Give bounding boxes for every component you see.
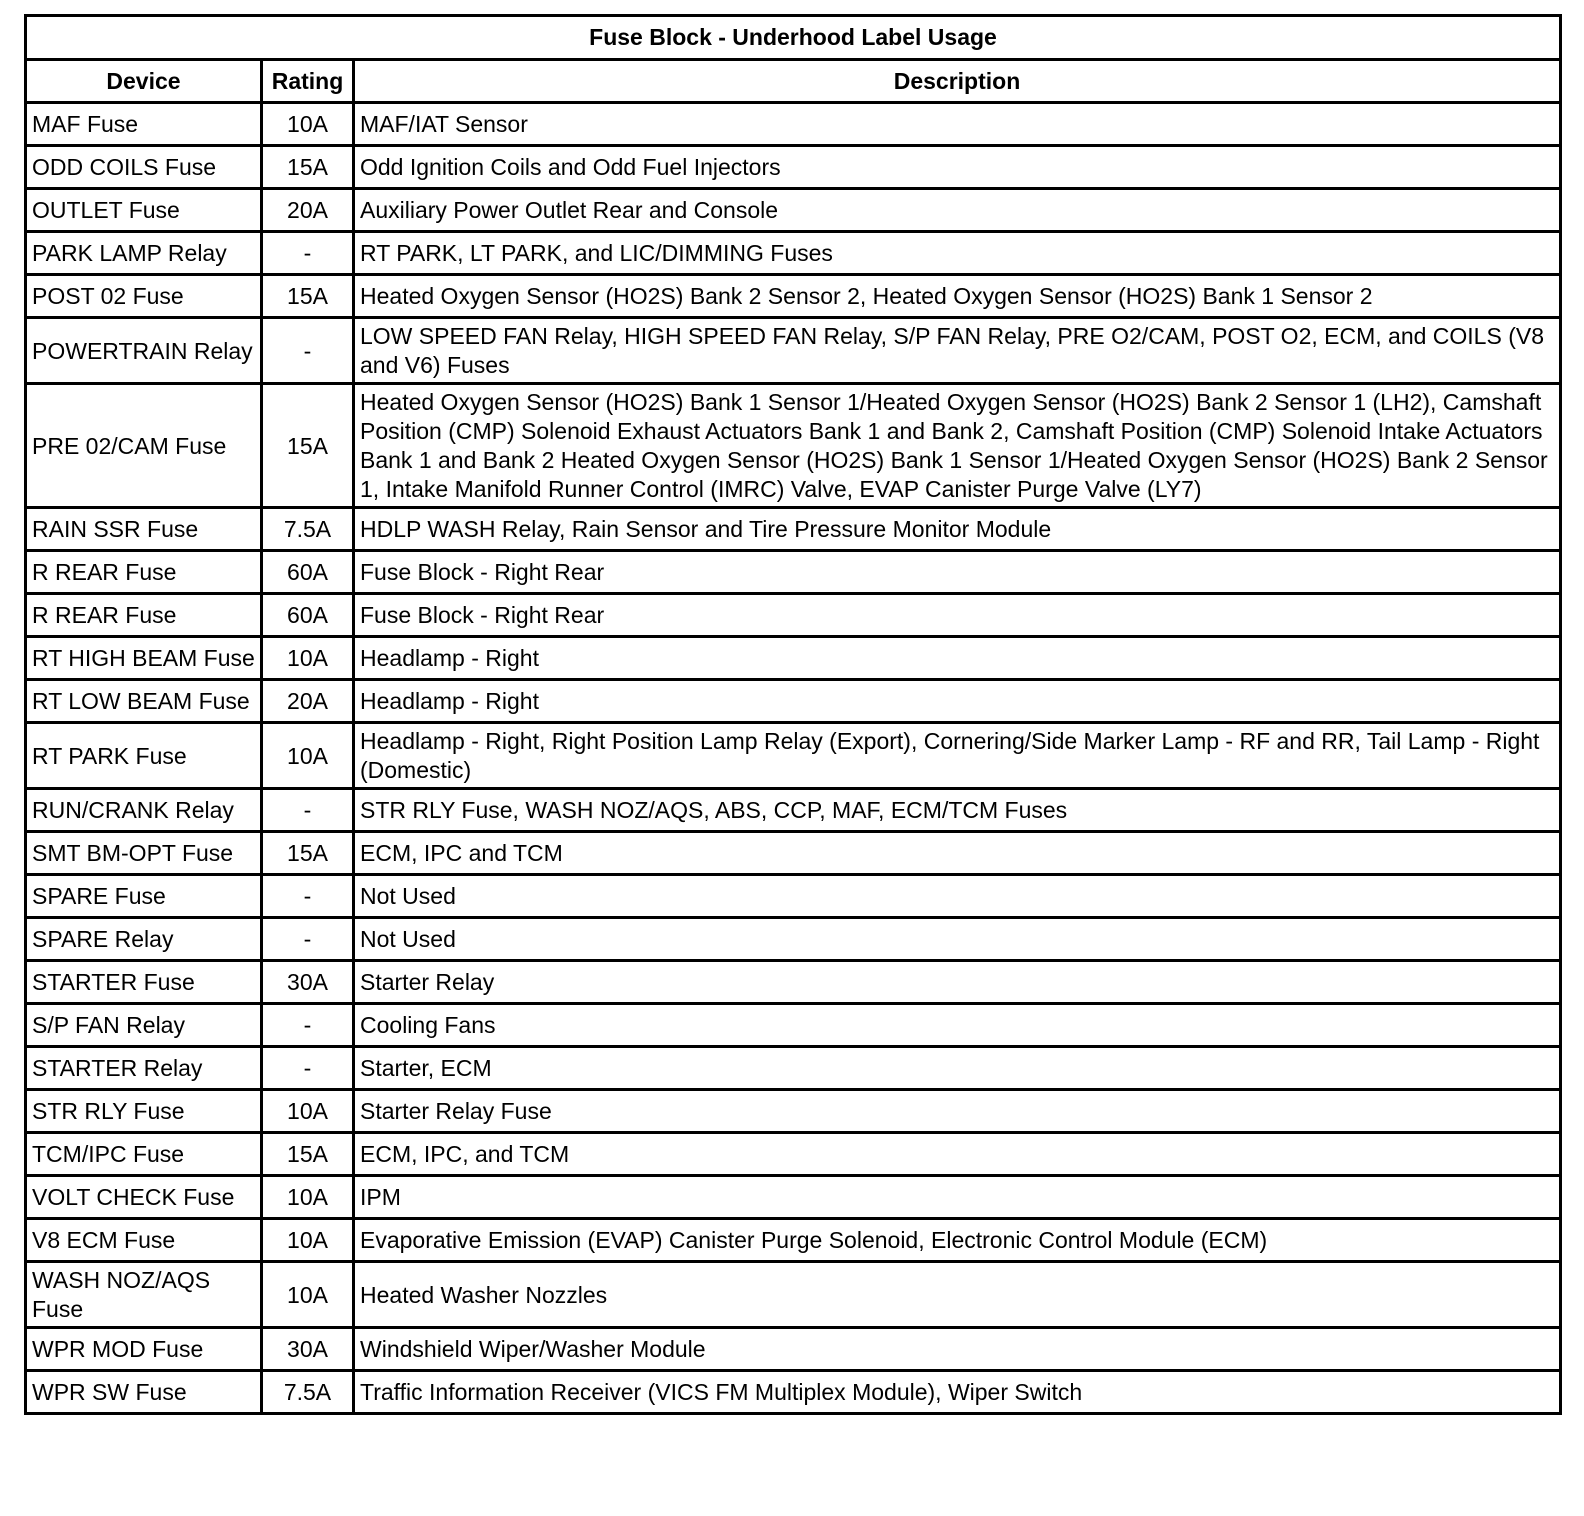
description-cell: Not Used: [355, 876, 1562, 919]
rating-cell: -: [263, 876, 355, 919]
device-cell: PRE 02/CAM Fuse: [27, 385, 263, 509]
table-title-row: [27, 17, 1562, 61]
rating-cell: 7.5A: [263, 509, 355, 552]
table-row: [27, 276, 1562, 319]
device-cell: S/P FAN Relay: [27, 1005, 263, 1048]
rating-cell: 30A: [263, 962, 355, 1005]
description-cell: Traffic Information Receiver (VICS FM Multiplex Module), Wiper Switch: [355, 1372, 1562, 1415]
device-cell: STARTER Relay: [27, 1048, 263, 1091]
rating-cell: 20A: [263, 681, 355, 724]
device-cell: V8 ECM Fuse: [27, 1220, 263, 1263]
rating-cell: -: [263, 790, 355, 833]
table-row: [27, 147, 1562, 190]
description-cell: RT PARK, LT PARK, and LIC/DIMMING Fuses: [355, 233, 1562, 276]
device-cell: SPARE Relay: [27, 919, 263, 962]
rating-cell: -: [263, 1048, 355, 1091]
rating-cell: -: [263, 919, 355, 962]
description-cell: Not Used: [355, 919, 1562, 962]
rating-cell: 15A: [263, 276, 355, 319]
description-cell: Starter, ECM: [355, 1048, 1562, 1091]
description-cell: Heated Oxygen Sensor (HO2S) Bank 2 Sensor 2, Heated Oxygen Sensor (HO2S) Bank 1 Sensor 2: [355, 276, 1562, 319]
device-cell: ODD COILS Fuse: [27, 147, 263, 190]
device-cell: R REAR Fuse: [27, 552, 263, 595]
table-row: [27, 1048, 1562, 1091]
description-cell: Heated Oxygen Sensor (HO2S) Bank 1 Sensor 1/Heated Oxygen Sensor (HO2S) Bank 2 Sensor 1 (LH2), Camshaft Position (CMP) Solenoid Exhaust Actuators Bank 1 and Bank 2, Camshaft Position (CMP) Solenoid Intake Actuators Bank 1 and Bank 2 Heated Oxygen Sensor (HO2S) Bank 1 Sensor 1/Heated Oxygen Sensor (HO2S) Bank 2 Sensor 1, Intake Manifold Runner Control (IMRC) Valve, EVAP Canister Purge Valve (LY7): [355, 385, 1562, 509]
device-cell: TCM/IPC Fuse: [27, 1134, 263, 1177]
table-row: [27, 104, 1562, 147]
description-cell: MAF/IAT Sensor: [355, 104, 1562, 147]
device-cell: STARTER Fuse: [27, 962, 263, 1005]
table-row: [27, 919, 1562, 962]
table-row: [27, 638, 1562, 681]
rating-cell: 20A: [263, 190, 355, 233]
table-row: [27, 552, 1562, 595]
device-cell: MAF Fuse: [27, 104, 263, 147]
rating-cell: 15A: [263, 147, 355, 190]
device-cell: VOLT CHECK Fuse: [27, 1177, 263, 1220]
rating-cell: 10A: [263, 1177, 355, 1220]
rating-cell: 10A: [263, 724, 355, 790]
device-cell: WPR MOD Fuse: [27, 1329, 263, 1372]
device-cell: RT PARK Fuse: [27, 724, 263, 790]
table-row: [27, 1005, 1562, 1048]
table-row: [27, 790, 1562, 833]
description-cell: Windshield Wiper/Washer Module: [355, 1329, 1562, 1372]
rating-cell: 15A: [263, 385, 355, 509]
header-description: Description: [355, 61, 1562, 104]
device-cell: PARK LAMP Relay: [27, 233, 263, 276]
description-cell: Starter Relay Fuse: [355, 1091, 1562, 1134]
table-row: [27, 833, 1562, 876]
device-cell: SMT BM-OPT Fuse: [27, 833, 263, 876]
table-row: [27, 1372, 1562, 1415]
table-row: [27, 1134, 1562, 1177]
table-header-row: [27, 61, 1562, 104]
description-cell: Headlamp - Right: [355, 681, 1562, 724]
header-device: Device: [27, 61, 263, 104]
description-cell: Heated Washer Nozzles: [355, 1263, 1562, 1329]
device-cell: STR RLY Fuse: [27, 1091, 263, 1134]
table-row: [27, 233, 1562, 276]
description-cell: Evaporative Emission (EVAP) Canister Purge Solenoid, Electronic Control Module (ECM): [355, 1220, 1562, 1263]
description-cell: HDLP WASH Relay, Rain Sensor and Tire Pressure Monitor Module: [355, 509, 1562, 552]
description-cell: Odd Ignition Coils and Odd Fuel Injectors: [355, 147, 1562, 190]
table-row: [27, 509, 1562, 552]
rating-cell: 30A: [263, 1329, 355, 1372]
description-cell: Fuse Block - Right Rear: [355, 595, 1562, 638]
table-row: [27, 1329, 1562, 1372]
description-cell: STR RLY Fuse, WASH NOZ/AQS, ABS, CCP, MAF, ECM/TCM Fuses: [355, 790, 1562, 833]
device-cell: POST 02 Fuse: [27, 276, 263, 319]
device-cell: WASH NOZ/AQS Fuse: [27, 1263, 263, 1329]
table-row: [27, 1220, 1562, 1263]
description-cell: LOW SPEED FAN Relay, HIGH SPEED FAN Relay, S/P FAN Relay, PRE O2/CAM, POST O2, ECM, and COILS (V8 and V6) Fuses: [355, 319, 1562, 385]
table-row: [27, 1091, 1562, 1134]
device-cell: RT LOW BEAM Fuse: [27, 681, 263, 724]
rating-cell: 15A: [263, 1134, 355, 1177]
device-cell: RUN/CRANK Relay: [27, 790, 263, 833]
device-cell: POWERTRAIN Relay: [27, 319, 263, 385]
description-cell: IPM: [355, 1177, 1562, 1220]
rating-cell: 10A: [263, 104, 355, 147]
device-cell: RT HIGH BEAM Fuse: [27, 638, 263, 681]
table-body: [27, 104, 1562, 1415]
rating-cell: 7.5A: [263, 1372, 355, 1415]
rating-cell: 10A: [263, 1220, 355, 1263]
rating-cell: -: [263, 319, 355, 385]
description-cell: Fuse Block - Right Rear: [355, 552, 1562, 595]
table-row: [27, 962, 1562, 1005]
description-cell: Cooling Fans: [355, 1005, 1562, 1048]
table-title: Fuse Block - Underhood Label Usage: [27, 17, 1562, 61]
device-cell: SPARE Fuse: [27, 876, 263, 919]
description-cell: ECM, IPC and TCM: [355, 833, 1562, 876]
description-cell: ECM, IPC, and TCM: [355, 1134, 1562, 1177]
table-row: [27, 595, 1562, 638]
device-cell: OUTLET Fuse: [27, 190, 263, 233]
rating-cell: 10A: [263, 1263, 355, 1329]
table-row: [27, 681, 1562, 724]
table-row: [27, 385, 1562, 509]
table-row: [27, 1177, 1562, 1220]
rating-cell: 10A: [263, 1091, 355, 1134]
rating-cell: 60A: [263, 595, 355, 638]
table-row: [27, 876, 1562, 919]
fuse-table-container: [24, 14, 1562, 1415]
table-row: [27, 319, 1562, 385]
rating-cell: -: [263, 1005, 355, 1048]
rating-cell: 15A: [263, 833, 355, 876]
device-cell: RAIN SSR Fuse: [27, 509, 263, 552]
rating-cell: 60A: [263, 552, 355, 595]
description-cell: Starter Relay: [355, 962, 1562, 1005]
description-cell: Headlamp - Right, Right Position Lamp Relay (Export), Cornering/Side Marker Lamp - RF and RR, Tail Lamp - Right (Domestic): [355, 724, 1562, 790]
fuse-table: [24, 14, 1562, 1415]
table-row: [27, 1263, 1562, 1329]
table-row: [27, 190, 1562, 233]
rating-cell: 10A: [263, 638, 355, 681]
rating-cell: -: [263, 233, 355, 276]
description-cell: Headlamp - Right: [355, 638, 1562, 681]
table-row: [27, 724, 1562, 790]
header-rating: Rating: [263, 61, 355, 104]
device-cell: R REAR Fuse: [27, 595, 263, 638]
description-cell: Auxiliary Power Outlet Rear and Console: [355, 190, 1562, 233]
device-cell: WPR SW Fuse: [27, 1372, 263, 1415]
